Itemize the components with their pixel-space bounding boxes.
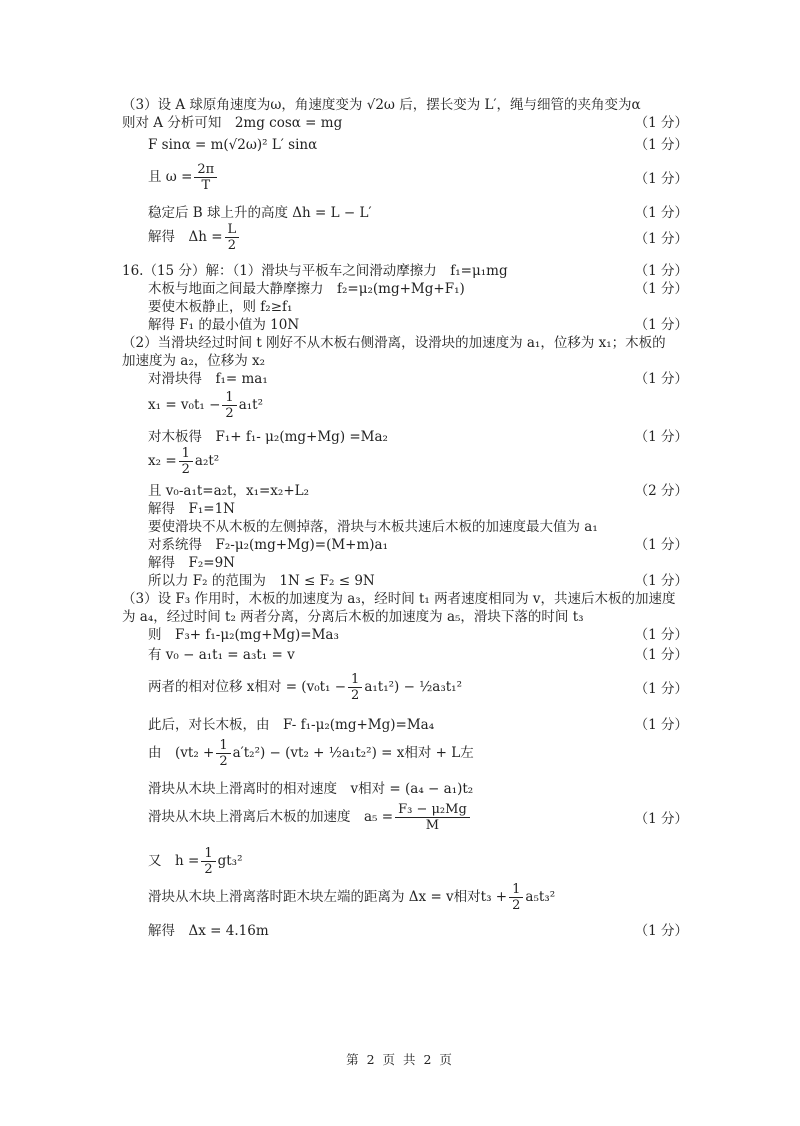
line-9: 要使木板静止，则 f₂≥f₁ — [148, 299, 293, 315]
line-7: 16.（15 分）解：（1）滑块与平板车之间滑动摩擦力 f₁=μ₁mg （1 分） — [122, 263, 688, 279]
line-27: 两者的相对位移 x相对 = (v₀t₁ − $\frac{1}{2}$ a₁t₁²) − ½a₃t₁² （1 分） — [148, 672, 688, 703]
fraction: $\frac{L}{2}$ — [225, 222, 240, 253]
line-25: 则 F₃+ f₁-μ₂(mg+Mg)=Ma₃ （1 分） — [148, 627, 688, 643]
line-17: 且 v₀-a₁t=a₂t，x₁=x₂+L₂ （2 分） — [148, 483, 688, 499]
line-33: 滑块从木块上滑离落时距木块左端的距离为 Δx = v相对t₃ + $\frac{1}{2}$ a₅t₃² — [148, 882, 556, 913]
line-11: （2）当滑块经过时间 t 刚好不从木板右侧滑离，设滑块的加速度为 a₁，位移为 x₁；木板的 — [122, 335, 666, 351]
line-10: 解得 F₁ 的最小值为 10N （1 分） — [148, 317, 688, 333]
line-6: 解得 Δh = $\frac{L}{2}$ （1 分） — [148, 222, 688, 253]
line-32: 又 h = $\frac{1}{2}$ gt₃² — [148, 846, 243, 877]
fraction: $\frac{1}{2}$ — [222, 390, 236, 421]
page-footer: 第 2 页 共 2 页 — [346, 1052, 454, 1067]
line-34: 解得 Δx = 4.16m （1 分） — [148, 923, 688, 939]
line-23: （3）设 F₃ 作用时，木板的加速度为 a₃，经时间 t₁ 两者速度相同为 v，共速后木板的加速度 — [122, 591, 676, 607]
fraction: $\frac{2\pi}{T}$ — [194, 162, 217, 193]
line-20: 对系统得 F₂-μ₂(mg+Mg)=(M+m)a₁ （1 分） — [148, 537, 688, 553]
line-18: 解得 F₁=1N — [148, 501, 235, 517]
fraction: $\frac{1}{2}$ — [179, 446, 193, 477]
line-24: 为 a₄，经过时间 t₂ 两者分离，分离后木板的加速度为 a₅，滑块下落的时间 t₃ — [122, 609, 584, 625]
line-22: 所以力 F₂ 的范围为 1N ≤ F₂ ≤ 9N （1 分） — [148, 573, 688, 589]
line-28: 此后，对长木板，由 F- f₁-μ₂(mg+Mg)=Ma₄ （1 分） — [148, 717, 688, 733]
line-26: 有 v₀ − a₁t₁ = a₃t₁ = v （1 分） — [148, 647, 688, 663]
line-31: 滑块从木块上滑离后木板的加速度 a₅ = $\frac{\text{F₃ − μ₂Mg}}{M}$ （1 分） — [148, 802, 688, 833]
line-1: （3）设 A 球原角速度为ω，角速度变为 √2ω 后，摆长变为 L′，绳与细管的夹角变为α — [122, 97, 641, 113]
fraction: $\frac{1}{2}$ — [509, 882, 523, 913]
line-13: 对滑块得 f₁= ma₁ （1 分） — [148, 371, 688, 387]
line-29: 由 (vt₂ + $\frac{1}{2}$ a′t₂²) − (vt₂ + ½a₁t₂²) = x相对 + L左 — [148, 738, 474, 769]
line-19: 要使滑块不从木板的左侧掉落，滑块与木板共速后木板的加速度最大值为 a₁ — [148, 519, 598, 535]
line-30: 滑块从木块上滑离时的相对速度 v相对 = (a₄ − a₁)t₂ — [148, 781, 474, 797]
line-21: 解得 F₂=9N — [148, 555, 235, 571]
line-12: 加速度为 a₂，位移为 x₂ — [122, 353, 266, 369]
line-4: 且 ω = $\frac{2\pi}{T}$ （1 分） — [148, 162, 688, 193]
line-15: 对木板得 F₁+ f₁- μ₂(mg+Mg) =Ma₂ （1 分） — [148, 429, 688, 445]
line-8: 木板与地面之间最大静摩擦力 f₂=μ₂(mg+Mg+F₁) （1 分） — [148, 281, 688, 297]
line-14: x₁ = v₀t₁ − $\frac{1}{2}$ a₁t² — [148, 390, 263, 421]
line-5: 稳定后 B 球上升的高度 Δh = L − L′ （1 分） — [148, 205, 688, 221]
fraction: $\frac{1}{2}$ — [348, 672, 362, 703]
line-3: F sinα = m(√2ω)² L′ sinα （1 分） — [148, 137, 688, 153]
fraction: $\frac{1}{2}$ — [216, 738, 230, 769]
fraction: $\frac{\text{F₃ − μ₂Mg}}{M}$ — [395, 802, 470, 833]
line-16: x₂ = $\frac{1}{2}$ a₂t² — [148, 446, 220, 477]
line-2: 则对 A 分析可知 2mg cosα = mg （1 分） — [122, 115, 688, 131]
fraction: $\frac{1}{2}$ — [201, 846, 215, 877]
